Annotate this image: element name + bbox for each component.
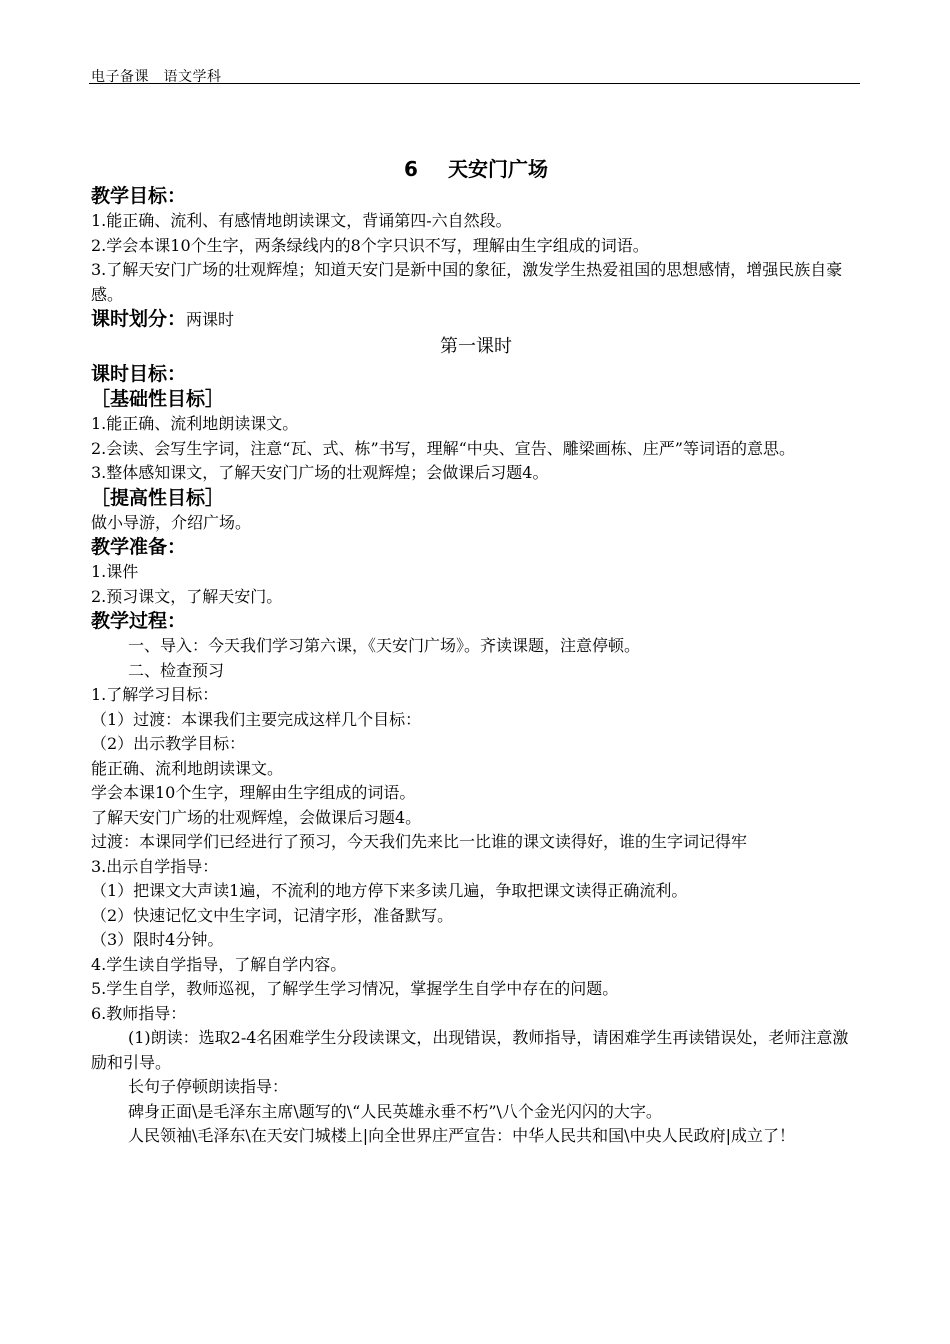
pause-example: 碑身正面\是毛泽东主席\题写的\“人民英雄永垂不朽”\八个金光闪闪的大字。 bbox=[128, 1101, 662, 1121]
basic-goals-heading: ［基础性目标］ bbox=[91, 388, 225, 410]
process-line: （3）限时4分钟。 bbox=[91, 930, 224, 949]
lesson-one-heading: 第一课时 bbox=[440, 336, 512, 357]
period-value: 两课时 bbox=[186, 310, 235, 329]
process-check: 二、检查预习 bbox=[128, 660, 225, 680]
teaching-goals-heading: 教学目标： bbox=[91, 185, 187, 207]
process-line: 过渡：本课同学们已经进行了预习，今天我们先来比一比谁的课文读得好，谁的生字词记得牢 bbox=[91, 832, 748, 851]
process-line: （2）快速记忆文中生字词，记清字形，准备默写。 bbox=[91, 905, 454, 925]
basic-goal-item: 3.整体感知课文，了解天安门广场的壮观辉煌；会做课后习题4。 bbox=[91, 463, 549, 482]
long-sentence-heading: 长句子停顿朗读指导： bbox=[128, 1077, 289, 1096]
prep-item: 2.预习课文，了解天安门。 bbox=[91, 586, 283, 606]
document-body bbox=[91, 154, 861, 1149]
advanced-goal-item: 做小导游，介绍广场。 bbox=[91, 512, 252, 532]
process-line: 1.了解学习目标： bbox=[91, 685, 219, 704]
process-line: 学会本课10个生字，理解由生字组成的词语。 bbox=[91, 783, 416, 802]
process-line: （2）出示教学目标： bbox=[91, 734, 246, 753]
lesson-goals-heading: 课时目标： bbox=[91, 363, 187, 385]
page-header: 电子备课 语文学科 bbox=[91, 69, 222, 85]
process-line: 了解天安门广场的壮观辉煌，会做课后习题4。 bbox=[91, 807, 422, 827]
lesson-title bbox=[91, 154, 861, 184]
process-line: 能正确、流利地朗读课文。 bbox=[91, 758, 284, 778]
process-line: 4.学生读自学指导，了解自学内容。 bbox=[91, 954, 347, 974]
prep-heading: 教学准备： bbox=[91, 536, 187, 558]
teaching-goal-item: 2.学会本课10个生字，两条绿线内的8个字只识不写，理解由生字组成的词语。 bbox=[91, 235, 649, 255]
reading-guidance: (1)朗读：选取2-4名困难学生分段读课文，出现错误，教师指导，请困难学生再读错误处，老师注意激励和引导。 bbox=[91, 1028, 849, 1072]
process-line: 6.教师指导： bbox=[91, 1003, 187, 1023]
period-label: 课时划分： bbox=[91, 308, 187, 330]
basic-goal-item: 2.会读、会写生字词，注意“瓦、式、栋”书写，理解“中央、宣告、雕梁画栋、庄严”等词语的意思。 bbox=[91, 438, 795, 458]
pause-example: 人民领袖\毛泽东\在天安门城楼上|向全世界庄严宣告：中华人民共和国\中央人民政府|成立了！ bbox=[128, 1126, 795, 1145]
teaching-goal-item: 1.能正确、流利、有感情地朗读课文，背诵第四-六自然段。 bbox=[91, 211, 512, 230]
period-division bbox=[91, 307, 861, 332]
prep-item: 1.课件 bbox=[91, 562, 139, 581]
process-line: 5.学生自学，教师巡视，了解学生学习情况，掌握学生自学中存在的问题。 bbox=[91, 979, 619, 998]
process-line: （1）过渡：本课我们主要完成这样几个目标： bbox=[91, 709, 422, 729]
advanced-goals-heading: ［提高性目标］ bbox=[91, 486, 225, 509]
process-heading: 教学过程： bbox=[91, 610, 187, 632]
teaching-goal-item: 3.了解天安门广场的壮观辉煌；知道天安门是新中国的象征，激发学生热爱祖国的思想感情，增强民族自豪感。 bbox=[91, 260, 843, 304]
process-line: （1）把课文大声读1遍，不流利的地方停下来多读几遍，争取把课文读得正确流利。 bbox=[91, 881, 688, 900]
basic-goal-item: 1.能正确、流利地朗读课文。 bbox=[91, 414, 299, 433]
process-intro: 一、导入：今天我们学习第六课，《天安门广场》。齐读课题，注意停顿。 bbox=[128, 636, 641, 655]
header-rule bbox=[89, 83, 860, 84]
lesson-title-text: 天安门广场 bbox=[447, 157, 548, 181]
process-line: 3.出示自学指导： bbox=[91, 856, 219, 876]
lesson-number: 6 bbox=[404, 157, 418, 181]
